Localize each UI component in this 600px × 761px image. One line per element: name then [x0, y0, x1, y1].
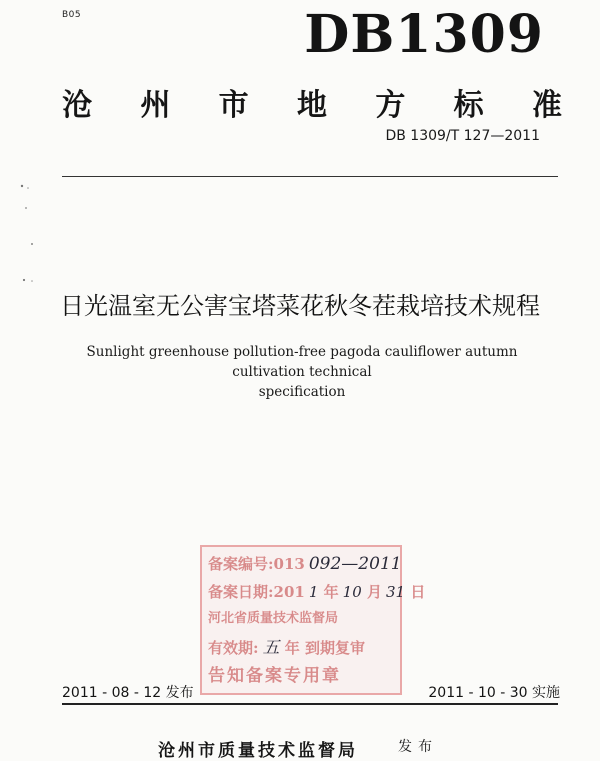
standard-kind-char: 地 — [296, 88, 327, 123]
ics-code: B05 — [62, 10, 82, 20]
title-english — [60, 342, 544, 402]
stamp-line-filing-date — [208, 581, 425, 603]
handwritten-text: 31 — [386, 583, 406, 601]
standard-kind-char: 准 — [531, 88, 562, 123]
stamp-print-text: 有效期: — [208, 639, 259, 657]
stamp-print-text: 日 — [410, 583, 426, 601]
standard-kind-char: 方 — [375, 88, 406, 123]
standard-kind — [62, 80, 562, 124]
publish-date: 2011 - 08 - 12 发布 — [62, 685, 194, 701]
standard-kind-char: 市 — [218, 88, 249, 123]
standard-number: DB 1309/T 127—2011 — [385, 128, 540, 144]
issue-label: 发布 — [398, 739, 438, 755]
standard-kind-char: 州 — [140, 88, 171, 123]
stamp-line-seal-name: 告知备案专用章 — [208, 666, 341, 686]
stamp-line-validity — [208, 633, 366, 658]
bottom-divider — [62, 703, 558, 705]
title-english-line: specification — [258, 384, 346, 400]
handwritten-text: 10 — [342, 583, 362, 601]
handwritten-text: 五 — [262, 638, 280, 658]
title-english-line: Sunlight greenhouse pollution-free pagoda cauliflower autumn cultivation technical — [86, 344, 518, 380]
stamp-print-text: 备案日期:201 — [208, 583, 305, 601]
stamp-line-authority: 河北省质量技术监督局 — [208, 611, 339, 626]
stamp-print-text: 月 — [366, 583, 382, 601]
stamp-print-text: 年 — [323, 583, 339, 601]
implement-date: 2011 - 10 - 30 实施 — [428, 685, 560, 701]
handwritten-text: 1 — [308, 583, 319, 601]
stamp-print-text: 年 到期复审 — [284, 639, 366, 657]
handwritten-text: 092—2011 — [308, 554, 402, 574]
standard-code: DB1309 — [304, 4, 544, 65]
scan-specks — [8, 180, 48, 300]
title-chinese: 日光温室无公害宝塔菜花秋冬茬栽培技术规程 — [60, 292, 540, 320]
stamp-line-filing-number — [208, 553, 402, 575]
issuing-authority: 沧州市质量技术监督局 — [158, 741, 358, 761]
stamp-print-text: 备案编号:013 — [208, 555, 305, 573]
standard-kind-char: 标 — [453, 88, 484, 123]
top-divider — [62, 176, 558, 177]
standard-kind-char: 沧 — [62, 88, 92, 123]
filing-stamp — [200, 545, 426, 695]
